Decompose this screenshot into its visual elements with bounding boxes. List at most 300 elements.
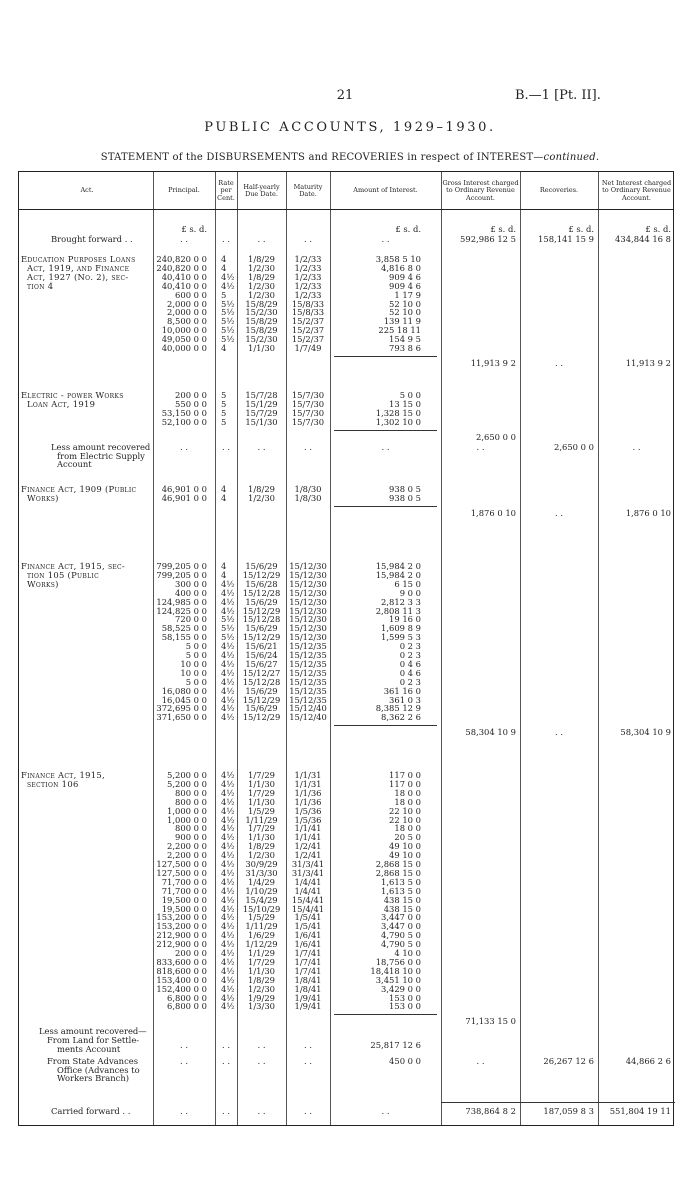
- principal-value: 600 0 0: [175, 289, 207, 300]
- column-header: Half-yearly Due Date.: [243, 182, 280, 198]
- due-date: 15/10/29: [242, 903, 281, 914]
- page-title: PUBLIC ACCOUNTS, 1929–1930.: [204, 120, 496, 135]
- principal-value: 5 0 0: [185, 641, 207, 652]
- principal-value: 16,080 0 0: [161, 685, 207, 696]
- due-date: 1/12/29: [245, 939, 278, 950]
- placeholder-dots: . .: [304, 1055, 312, 1066]
- rate-value: 4½: [221, 587, 235, 598]
- interest-amount: 18 0 0: [394, 787, 421, 798]
- principal-value: 5,200 0 0: [167, 770, 207, 780]
- placeholder-dots: . .: [257, 1106, 266, 1116]
- interest-amount: 8,385 12 9: [375, 703, 421, 714]
- column-header: Gross Interest charged to Ordinary Revenue Account.: [442, 178, 519, 202]
- maturity-date: 1/2/33: [294, 254, 322, 264]
- interest-amount: 2,808 11 3: [375, 605, 421, 616]
- principal-value: 5 0 0: [185, 676, 207, 687]
- principal-value: 53,150 0 0: [161, 407, 207, 418]
- due-date: 15/1/30: [245, 416, 278, 427]
- interest-amount: 18,418 10 0: [370, 965, 421, 976]
- due-date: 15/1/29: [245, 398, 278, 409]
- due-date: 15/12/29: [242, 632, 281, 643]
- rate-value: 5: [221, 398, 227, 409]
- recoveries-value: . .: [555, 507, 563, 518]
- due-date: 15/6/24: [245, 650, 278, 660]
- maturity-date: 15/12/40: [289, 712, 327, 723]
- sum-rule: [334, 356, 437, 357]
- less-amount: . .: [381, 441, 390, 452]
- act-name: Education Purposes Loans: [21, 254, 136, 264]
- principal-value: 372,695 0 0: [156, 703, 207, 714]
- less-principal: . .: [180, 441, 188, 452]
- rate-value: 4½: [221, 1001, 235, 1012]
- less-recovered-source: Workers Branch): [57, 1073, 129, 1084]
- principal-value: 800 0 0: [175, 787, 207, 798]
- due-date: 1/1/30: [248, 778, 275, 789]
- placeholder-dots: . .: [180, 1106, 188, 1116]
- maturity-date: 1/6/41: [294, 930, 322, 941]
- maturity-date: 15/4/41: [291, 903, 325, 914]
- rate-value: 4: [221, 343, 227, 353]
- principal-value: 153,200 0 0: [156, 912, 207, 923]
- placeholder-dots: . .: [222, 1055, 230, 1066]
- principal-value: 153,200 0 0: [156, 921, 207, 932]
- maturity-date: 1/1/36: [294, 787, 322, 798]
- rate-value: 5: [221, 416, 227, 427]
- act-name: Loan Act, 1919: [27, 398, 96, 409]
- placeholder-dots: . .: [180, 1039, 188, 1050]
- column-header: Maturity Date.: [293, 182, 323, 198]
- due-date: 1/8/29: [248, 271, 275, 282]
- rate-value: 4½: [221, 712, 235, 723]
- sum-rule: [334, 1014, 437, 1015]
- maturity-date: 1/8/41: [294, 974, 322, 985]
- act-name: Finance Act, 1915,: [21, 770, 105, 780]
- interest-amount: 49 10 0: [389, 841, 421, 852]
- principal-value: 2,000 0 0: [167, 307, 207, 318]
- rate-value: 4: [221, 254, 227, 264]
- due-date: 1/1/29: [248, 948, 275, 958]
- rate-value: 4½: [221, 859, 235, 869]
- interest-amount: 0 4 6: [399, 667, 421, 678]
- document-reference: B.—1 [Pt. II].: [515, 88, 601, 103]
- principal-value: 127,500 0 0: [156, 867, 207, 878]
- sum-rule: [334, 506, 437, 507]
- maturity-date: 1/7/41: [294, 948, 322, 958]
- interest-amount: 117 0 0: [389, 778, 421, 789]
- gross-interest: 2,650 0 0: [476, 431, 516, 442]
- due-date: 1/2/30: [248, 983, 275, 994]
- rate-value: 4½: [221, 778, 235, 789]
- interest-amount: 2,812 3 3: [381, 596, 421, 607]
- interest-amount: 8,362 2 6: [381, 712, 421, 723]
- principal-value: 720 0 0: [175, 614, 207, 625]
- principal-value: 16,045 0 0: [161, 694, 207, 705]
- principal-value: 300 0 0: [175, 578, 207, 589]
- brought-forward-recoveries: 158,141 15 9: [538, 234, 594, 244]
- due-date: 1/6/29: [248, 930, 275, 941]
- rate-value: 4½: [221, 280, 235, 291]
- rate-value: 4½: [221, 992, 235, 1003]
- maturity-date: 1/1/41: [294, 823, 322, 834]
- interest-amount: 9 0 0: [399, 587, 421, 598]
- rate-value: 5½: [221, 334, 235, 345]
- maturity-date: 1/2/33: [294, 280, 322, 291]
- rate-value: 4½: [221, 983, 235, 994]
- maturity-date: 15/8/33: [291, 298, 325, 309]
- recoveries-value: . .: [555, 357, 563, 368]
- principal-value: 19,500 0 0: [161, 894, 207, 905]
- principal-value: 10,000 0 0: [161, 325, 207, 336]
- principal-value: 800 0 0: [175, 823, 207, 834]
- principal-value: 10 0 0: [180, 667, 207, 678]
- due-date: 1/1/30: [248, 832, 275, 843]
- due-date: 1/2/30: [248, 262, 275, 273]
- rate-value: 4½: [221, 894, 235, 905]
- maturity-date: 15/7/30: [291, 407, 325, 418]
- principal-value: 371,650 0 0: [156, 712, 207, 723]
- interest-amount: 1,328 15 0: [375, 407, 421, 418]
- less-amount: 25,817 12 6: [370, 1039, 421, 1050]
- principal-value: 40,410 0 0: [161, 271, 207, 282]
- less-recovered-label: from Electric Supply: [57, 450, 145, 461]
- due-date: 1/7/29: [248, 787, 275, 798]
- page-number: 21: [336, 88, 354, 103]
- interest-amount: 1,613 5 0: [381, 876, 421, 887]
- interest-amount: 909 4 6: [389, 280, 421, 291]
- maturity-date: 15/12/30: [289, 561, 327, 571]
- interest-amount: 139 11 9: [383, 316, 421, 327]
- maturity-date: 15/12/35: [289, 667, 327, 678]
- maturity-date: 1/5/36: [294, 814, 322, 825]
- maturity-date: 15/12/30: [289, 623, 327, 634]
- principal-value: 1,000 0 0: [167, 814, 207, 825]
- due-date: 1/2/30: [248, 850, 275, 861]
- act-name: Finance Act, 1909 (Public: [21, 484, 137, 494]
- rate-value: 4½: [221, 667, 235, 678]
- interest-amount: 3,451 10 0: [375, 974, 421, 985]
- column-header: Principal.: [168, 186, 200, 195]
- principal-value: 200 0 0: [175, 948, 207, 958]
- less-gross: . .: [476, 441, 485, 452]
- principal-value: 5,200 0 0: [167, 778, 207, 789]
- interest-amount: 793 8 6: [389, 343, 421, 353]
- principal-value: 818,600 0 0: [156, 965, 207, 976]
- rate-value: 4½: [221, 939, 235, 950]
- due-date: 1/9/29: [248, 992, 275, 1003]
- interest-amount: 1,609 8 9: [381, 623, 421, 634]
- less-recovered-source: From State Advances: [47, 1055, 139, 1066]
- maturity-date: 15/12/30: [289, 569, 327, 580]
- principal-value: 800 0 0: [175, 796, 207, 807]
- interest-amount: 19 16 0: [389, 614, 421, 625]
- placeholder-dots: . .: [257, 1055, 266, 1066]
- rate-value: 5: [221, 390, 227, 400]
- total-rule: [441, 1102, 675, 1103]
- header-rule: [19, 209, 673, 210]
- maturity-date: 15/2/37: [291, 334, 325, 345]
- due-date: 1/7/29: [248, 823, 275, 834]
- maturity-date: 15/7/30: [291, 398, 325, 409]
- interest-amount: 117 0 0: [389, 770, 421, 780]
- rate-value: 4½: [221, 596, 235, 607]
- less-gross: . .: [476, 1055, 485, 1066]
- act-name: Electric - power Works: [21, 390, 124, 400]
- due-date: 30/9/29: [245, 859, 278, 869]
- rate-value: 4½: [221, 703, 235, 714]
- net-interest: 1,876 0 10: [625, 507, 671, 518]
- net-interest: 44,866 2 6: [625, 1055, 671, 1066]
- principal-value: 46,901 0 0: [161, 484, 207, 494]
- maturity-date: 15/12/35: [289, 658, 327, 669]
- principal-value: 124,985 0 0: [156, 596, 207, 607]
- maturity-date: 1/1/41: [294, 832, 322, 843]
- principal-value: 52,100 0 0: [161, 416, 207, 427]
- rate-value: 4½: [221, 578, 235, 589]
- less-recovered-label: Account: [57, 459, 92, 470]
- gross-interest: 11,913 9 2: [470, 357, 516, 368]
- rate-value: 5: [221, 407, 227, 418]
- interest-amount: 3,447 0 0: [381, 921, 421, 932]
- interest-amount: 0 2 3: [399, 641, 421, 652]
- maturity-date: 15/12/35: [289, 650, 327, 660]
- rate-value: 5½: [221, 632, 235, 643]
- brought-forward-principal: . .: [180, 234, 188, 244]
- maturity-date: 1/2/33: [294, 271, 322, 282]
- rate-value: 4½: [221, 956, 235, 967]
- interest-amount: 1,613 5 0: [381, 885, 421, 896]
- maturity-date: 1/2/41: [294, 841, 322, 852]
- rate-value: 5½: [221, 298, 235, 309]
- interest-amount: 938 0 5: [389, 492, 421, 503]
- interest-amount: 938 0 5: [389, 484, 421, 494]
- rate-value: 4½: [221, 685, 235, 696]
- principal-value: 71,700 0 0: [161, 885, 207, 896]
- maturity-date: 1/8/30: [294, 484, 322, 494]
- maturity-date: 1/4/41: [294, 876, 322, 887]
- carried-forward-gross: 738,864 8 2: [465, 1106, 516, 1116]
- due-date: 1/5/29: [248, 912, 275, 923]
- sum-rule: [334, 725, 437, 726]
- rate-value: 4½: [221, 912, 235, 923]
- maturity-date: 15/12/30: [289, 632, 327, 643]
- due-date: 1/1/30: [248, 965, 275, 976]
- maturity-date: 15/12/30: [289, 614, 327, 625]
- due-date: 1/8/29: [248, 484, 275, 494]
- maturity-date: 1/5/41: [294, 921, 322, 932]
- principal-value: 152,400 0 0: [156, 983, 207, 994]
- carried-forward-recoveries: 187,059 8 3: [543, 1106, 594, 1116]
- interest-amount: 4 10 0: [394, 948, 421, 958]
- act-name: Finance Act, 1915, sec-: [21, 561, 126, 571]
- maturity-date: 15/12/30: [289, 578, 327, 589]
- interest-amount: 5 0 0: [399, 390, 421, 400]
- interest-amount: 18 0 0: [394, 823, 421, 834]
- rate-value: 4½: [221, 867, 235, 878]
- rate-value: 4½: [221, 850, 235, 861]
- recoveries-value: 2,650 0 0: [554, 441, 594, 452]
- rate-value: 4½: [221, 921, 235, 932]
- due-date: 15/4/29: [245, 894, 278, 905]
- rate-value: 4½: [221, 823, 235, 834]
- rate-value: 5½: [221, 307, 235, 318]
- unit-label: £ s. d.: [395, 224, 421, 234]
- brought-forward-gross: 592,986 12 5: [460, 234, 516, 244]
- maturity-date: 15/12/35: [289, 641, 327, 652]
- column-header: Act.: [80, 186, 94, 195]
- less-recovered-source: Office (Advances to: [57, 1064, 140, 1075]
- interest-amount: 22 10 0: [389, 814, 421, 825]
- principal-value: 1,000 0 0: [167, 805, 207, 816]
- interest-amount: 2,868 15 0: [375, 867, 421, 878]
- interest-amount: 15,984 2 0: [375, 561, 421, 571]
- act-name: Act, 1927 (No. 2), sec-: [27, 271, 129, 282]
- due-date: 1/7/29: [248, 956, 275, 967]
- interest-amount: 1,599 5 3: [381, 632, 421, 643]
- interest-amount: 49 10 0: [389, 850, 421, 861]
- due-date: 1/8/29: [248, 254, 275, 264]
- maturity-date: 1/9/41: [294, 1001, 322, 1012]
- rate-value: 4½: [221, 903, 235, 914]
- principal-value: 40,000 0 0: [161, 343, 207, 353]
- interest-amount: 13 15 0: [389, 398, 421, 409]
- rate-value: 4½: [221, 841, 235, 852]
- principal-value: 2,200 0 0: [167, 841, 207, 852]
- column-header: Amount of Interest.: [353, 186, 418, 195]
- interest-amount: 3,858 5 10: [375, 254, 421, 264]
- rate-value: 4½: [221, 948, 235, 958]
- act-name: Works): [27, 578, 59, 589]
- interest-amount: 6 15 0: [394, 578, 421, 589]
- rate-value: 4: [221, 484, 227, 494]
- due-date: 15/12/29: [242, 712, 281, 723]
- principal-value: 212,900 0 0: [156, 939, 207, 950]
- brought-forward-rate: . .: [222, 234, 230, 244]
- rate-value: 4½: [221, 930, 235, 941]
- interest-amount: 4,790 5 0: [381, 930, 421, 941]
- due-date: 15/6/29: [245, 685, 278, 696]
- interest-amount: 4,816 8 0: [381, 262, 421, 273]
- act-name: tion 4: [27, 280, 54, 291]
- maturity-date: 1/7/49: [294, 343, 322, 353]
- interest-amount: 438 15 0: [383, 894, 421, 905]
- maturity-date: 31/3/41: [291, 867, 325, 878]
- maturity-date: 15/8/33: [291, 307, 325, 318]
- less-due: . .: [257, 441, 266, 452]
- interest-amount: 3,447 0 0: [381, 912, 421, 923]
- maturity-date: 15/12/30: [289, 587, 327, 598]
- interest-amount: 438 15 0: [383, 903, 421, 914]
- rate-value: 4½: [221, 641, 235, 652]
- interest-amount: 15,984 2 0: [375, 569, 421, 580]
- interest-amount: 52 10 0: [389, 298, 421, 309]
- rate-value: 5: [221, 289, 227, 300]
- principal-value: 212,900 0 0: [156, 930, 207, 941]
- interest-amount: 1,302 10 0: [375, 416, 421, 427]
- unit-label: £ s. d.: [181, 224, 207, 234]
- due-date: 15/2/30: [245, 334, 278, 345]
- rate-value: 5½: [221, 325, 235, 336]
- maturity-date: 1/7/41: [294, 965, 322, 976]
- due-date: 1/11/29: [245, 921, 278, 932]
- maturity-date: 1/5/41: [294, 912, 322, 923]
- principal-value: 46,901 0 0: [161, 492, 207, 503]
- interest-amount: 154 9 5: [389, 334, 421, 345]
- principal-value: 127,500 0 0: [156, 859, 207, 869]
- principal-value: 240,820 0 0: [156, 262, 207, 273]
- rate-value: 4½: [221, 876, 235, 887]
- principal-value: 2,200 0 0: [167, 850, 207, 861]
- rate-value: 4½: [221, 974, 235, 985]
- maturity-date: 15/7/30: [291, 390, 325, 400]
- maturity-date: 1/2/33: [294, 289, 322, 300]
- placeholder-dots: . .: [381, 1106, 390, 1116]
- principal-value: 6,800 0 0: [167, 992, 207, 1003]
- interest-amount: 909 4 6: [389, 271, 421, 282]
- principal-value: 40,410 0 0: [161, 280, 207, 291]
- less-recovered-source: From Land for Settle-: [47, 1035, 140, 1046]
- brought-forward-label: Brought forward . .: [51, 234, 133, 244]
- column-rule: [598, 172, 599, 1125]
- principal-value: 240,820 0 0: [156, 254, 207, 264]
- interest-amount: 3,429 0 0: [381, 983, 421, 994]
- rate-value: 4½: [221, 694, 235, 705]
- subtitle-main: STATEMENT of the DISBURSEMENTS and RECOVERIES in respect of INTEREST—: [100, 152, 544, 163]
- maturity-date: 15/12/35: [289, 685, 327, 696]
- act-name: Works): [27, 492, 59, 503]
- column-rule: [441, 172, 442, 1125]
- carried-forward-net: 551,804 19 11: [609, 1106, 671, 1116]
- interest-amount: 0 2 3: [399, 676, 421, 687]
- interest-table: [18, 171, 674, 1126]
- act-name: section 106: [27, 778, 79, 789]
- due-date: 15/6/27: [245, 658, 278, 669]
- brought-forward-maturity: . .: [304, 234, 312, 244]
- interest-amount: 153 0 0: [389, 1001, 421, 1012]
- less-amount: 450 0 0: [389, 1055, 421, 1066]
- rate-value: 5½: [221, 316, 235, 327]
- due-date: 15/8/29: [245, 316, 278, 327]
- principal-value: 400 0 0: [175, 587, 207, 598]
- due-date: 15/12/28: [242, 676, 281, 687]
- principal-value: 58,155 0 0: [161, 632, 207, 643]
- principal-value: 900 0 0: [175, 832, 207, 843]
- rate-value: 5½: [221, 614, 235, 625]
- due-date: 1/3/30: [248, 1001, 275, 1012]
- rate-value: 4½: [221, 832, 235, 843]
- act-name: tion 105 (Public: [27, 569, 99, 580]
- maturity-date: 31/3/41: [291, 859, 325, 869]
- column-header: Rate per Cent.: [217, 178, 235, 202]
- maturity-date: 15/12/40: [289, 703, 327, 714]
- due-date: 1/8/29: [248, 974, 275, 985]
- statement-subtitle: [0, 152, 700, 163]
- principal-value: 833,600 0 0: [156, 956, 207, 967]
- interest-amount: 0 2 3: [399, 650, 421, 660]
- due-date: 15/8/29: [245, 325, 278, 336]
- unit-label: £ s. d.: [490, 224, 516, 234]
- due-date: 15/7/28: [245, 390, 278, 400]
- maturity-date: 15/12/30: [289, 605, 327, 616]
- due-date: 15/2/30: [245, 307, 278, 318]
- maturity-date: 1/8/30: [294, 492, 322, 503]
- brought-forward-due: . .: [257, 234, 266, 244]
- rate-value: 4½: [221, 770, 235, 780]
- rate-value: 4½: [221, 796, 235, 807]
- principal-value: 124,825 0 0: [156, 605, 207, 616]
- gross-interest: 1,876 0 10: [470, 507, 516, 518]
- maturity-date: 1/2/41: [294, 850, 322, 861]
- principal-value: 799,205 0 0: [156, 569, 207, 580]
